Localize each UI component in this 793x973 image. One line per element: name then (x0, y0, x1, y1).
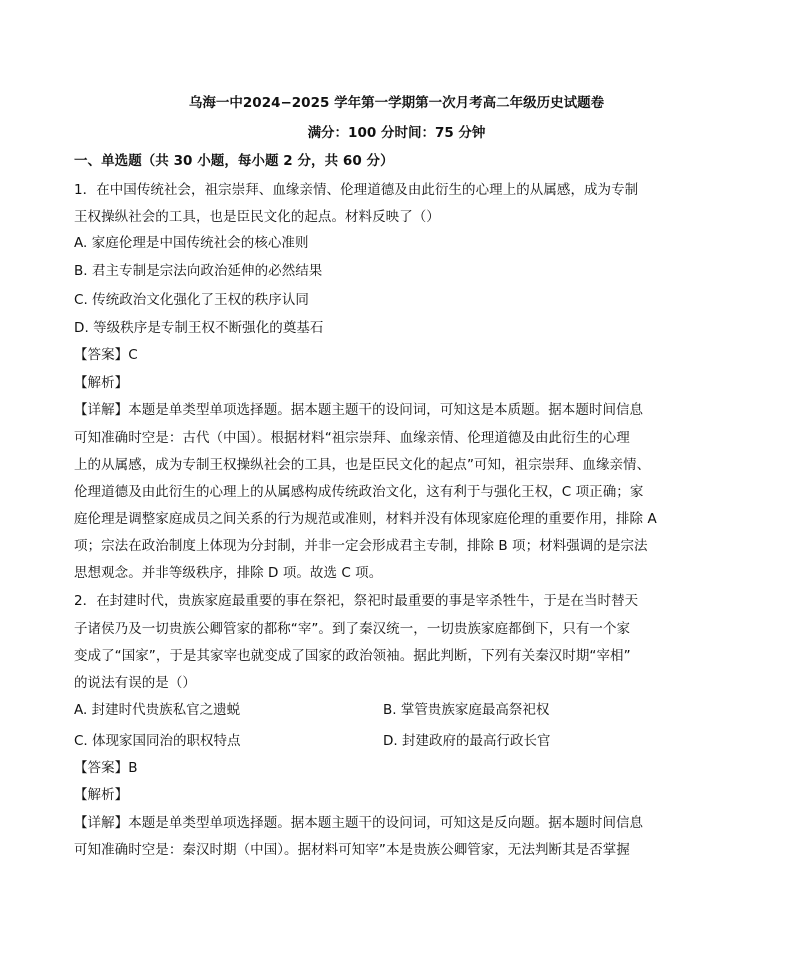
q2-stem-line: 2．在封建时代，贵族家庭最重要的事在祭祀，祭祀时最重要的事是宰杀牲牛，于是在当时替天 (74, 593, 639, 609)
q1-detail-line: 思想观念。并非等级秩序，排除 D 项。故选 C 项。 (74, 565, 383, 581)
q2-option-b: B. 掌管贵族家庭最高祭祀权 (383, 702, 550, 718)
q1-analysis-label: 【解析】 (74, 375, 129, 391)
q2-stem-line: 子诸侯乃及一切贵族公卿管家的都称“宰”。到了秦汉统一，一切贵族家庭都倒下，只有一个家 (74, 621, 631, 637)
q2-option-a: A. 封建时代贵族私官之遗蜕 (74, 702, 241, 718)
q1-detail-line: 上的从属感，成为专制王权操纵社会的工具，也是臣民文化的起点”可知，祖宗崇拜、血缘亲情、 (74, 457, 651, 473)
q1-detail-line: 项；宗法在政治制度上体现为分封制，并非一定会形成君主专制，排除 B 项；材料强调的是宗法 (74, 538, 648, 554)
q2-analysis-label: 【解析】 (74, 787, 129, 803)
q1-option-b: B. 君主专制是宗法向政治延伸的必然结果 (74, 263, 323, 279)
q1-option-a: A. 家庭伦理是中国传统社会的核心准则 (74, 235, 309, 251)
q2-stem-line: 的说法有误的是（） (74, 675, 196, 691)
q1-answer: 【答案】C (74, 347, 138, 363)
exam-title: 乌海一中2024−2025 学年第一学期第一次月考高二年级历史试题卷 (188, 95, 605, 111)
q2-detail-line: 【详解】本题是单类型单项选择题。据本题主题干的设问词，可知这是反向题。据本题时间信息 (74, 815, 644, 831)
exam-subtitle: 满分：100 分时间：75 分钟 (307, 125, 486, 141)
q1-stem-line: 1．在中国传统社会，祖宗崇拜、血缘亲情、伦理道德及由此衍生的心理上的从属感，成为专制 (74, 182, 639, 198)
q1-detail-line: 伦理道德及由此衍生的心理上的从属感构成传统政治文化，这有利于与强化王权，C 项正确；家 (74, 484, 644, 500)
q1-detail-line: 庭伦理是调整家庭成员之间关系的行为规范或准则，材料并没有体现家庭伦理的重要作用，排除 A (74, 511, 657, 527)
q2-option-d: D. 封建政府的最高行政长官 (383, 733, 551, 749)
q1-detail-line: 可知准确时空是：古代（中国）。根据材料“祖宗崇拜、血缘亲情、伦理道德及由此衍生的心理 (74, 430, 630, 446)
q1-option-d: D. 等级秩序是专制王权不断强化的奠基石 (74, 320, 324, 336)
q2-answer: 【答案】B (74, 760, 138, 776)
q1-stem-line: 王权操纵社会的工具，也是臣民文化的起点。材料反映了（） (74, 209, 440, 225)
q2-option-c: C. 体现家国同治的职权特点 (74, 733, 241, 749)
q1-option-c: C. 传统政治文化强化了王权的秩序认同 (74, 292, 309, 308)
q1-detail-line: 【详解】本题是单类型单项选择题。据本题主题干的设问词，可知这是本质题。据本题时间信息 (74, 402, 644, 418)
section-heading: 一、单选题（共 30 小题，每小题 2 分，共 60 分） (74, 153, 394, 169)
q2-detail-line: 可知准确时空是：秦汉时期（中国）。据材料可知宰”本是贵族公卿管家，无法判断其是否掌握 (74, 842, 630, 858)
q2-stem-line: 变成了“国家”，于是其家宰也就变成了国家的政治领袖。据此判断，下列有关秦汉时期“宰相” (74, 648, 631, 664)
